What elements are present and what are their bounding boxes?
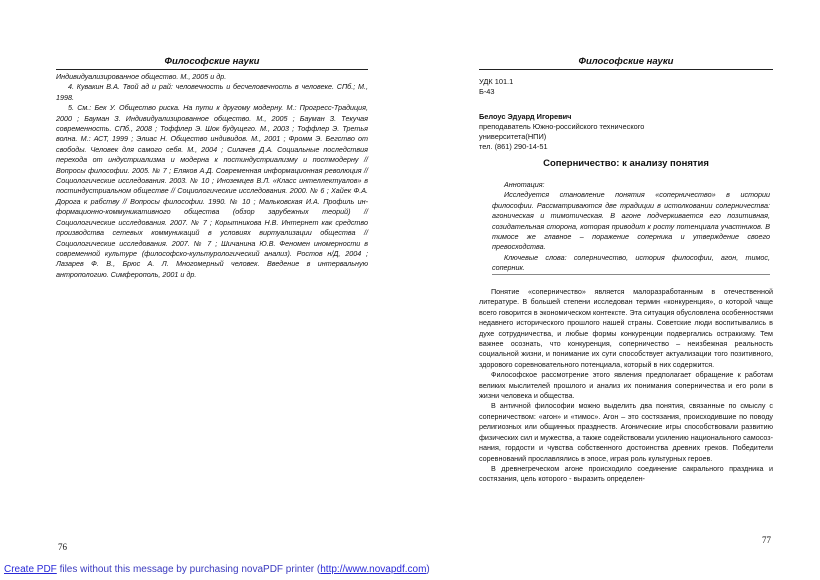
body-paragraph: В древнегреческом агоне происходило соединение сакрального праздника и состязания, цель которого - выразить определен- bbox=[479, 463, 773, 484]
pdf-footer-banner bbox=[4, 564, 430, 575]
abstract-text: Исследуется становление понятия «соперничество» в истории философии. Рассматриваются две традиции в истолковании соперничества: агоническая и тимотическая. В агоне подчеркивается его позитивная, созидательная сторона, которая приводит к росту потенциала участников. В тимосе же главное – поражение соперника и утверждение своего превосходства. bbox=[492, 190, 770, 252]
references-block bbox=[56, 72, 368, 280]
abstract-block bbox=[492, 180, 770, 274]
abstract-label: Аннотация: bbox=[504, 180, 545, 189]
body-paragraph: В античной философии можно выделить два понятия, связанные по смыслу с соперничеством: «агон» и «тимос». Агон – это состязания, происходившие по поводу религиозных или общинных празднеств. Агонические игры способствовали развитию физических сил и мужества, а также содействовали усилению национального самосознания, гордости и чувства собственного достоинства древних греков. Победители соревнований прославлялись в эпосе, играя роль культурных героев. bbox=[479, 401, 773, 463]
author-name: Белоус Эдуард Игоревич bbox=[479, 112, 572, 121]
right-header-rule bbox=[479, 69, 773, 70]
reference-line: 4. Кувакин В.А. Твой ад и рай: человечность и бесчеловечность в человеке. СПб.; М., 1998. bbox=[56, 82, 368, 102]
create-pdf-link[interactable]: Create PDF bbox=[4, 564, 57, 575]
udk-code: УДК 101.1 bbox=[479, 77, 514, 86]
left-page-header: Философские науки bbox=[164, 56, 260, 67]
left-header-rule bbox=[56, 69, 368, 70]
abstract-rule bbox=[492, 274, 770, 275]
body-paragraph: Понятие «соперничество» является малоразработанным в отечественной литературе. В большей степени исследован термин «конкуренция», о которой чаще всего говорится в экономическом контексте. Эта ситуация обусловлена особенностями недавнего исторического прошлого нашей страны. Советские люди воспитывались в духе сотрудничества, и любые формы конкуренции подвергались остракизму. Тем важнее осознать, что конкуренция, соперничество – неизбежная реальность социальной жизни, и понимание их сути способствует актуализации того позитивного, здорового соревновательного потенциала, который в них содержится. bbox=[479, 287, 773, 369]
bbk-code: Б-43 bbox=[479, 87, 495, 96]
footer-text: files without this message by purchasing novaPDF printer ( bbox=[56, 564, 321, 575]
right-page-number: 77 bbox=[762, 535, 771, 545]
author-position: преподаватель Южно-российского технического университета(НПИ) bbox=[479, 122, 645, 141]
body-paragraph: Философское рассмотрение этого явления предполагает обращение к работам великих мыслителей прошлого и анализ их понимания соперничества и его роли в жизни человека и общества. bbox=[479, 370, 773, 401]
author-info bbox=[479, 112, 699, 152]
left-page-number: 76 bbox=[58, 542, 67, 552]
article-body bbox=[479, 287, 773, 485]
reference-line: 5. См.: Бек У. Общество риска. На пути к другому модерну. М.: Прогресс-Традиция, 2000 ; Бауман З. Индивидуализированное общество. М., 2005 ; Бауман З. Текучая современность. СПб., 2008 ; Тоффлер Э. Шок будущего. М., 2003 ; Тоффлер Э. Третья волна. М.: АСТ, 1999 ; Элиас Н. Общество индивидов. М., 2001 ; Фромм Э. Бегство от свободы. Человек для самого себя. М., 2004 ; Силачев Д.А. Социальные последствия перехода от индустриализма и модерна к постиндустриализму и постмодерну // Вопросы философии. 2005. № 7 ; Еляков А.Д. Современная информационная революция // Социологические исследования. 2003. № 10 ; Иноземцев В.Л. «Класс интеллектуалов» в постиндустриальном обществе // Социологические исследования. 2000. № 6 ; Хайек Ф.А. Дорога к рабству // Вопросы философии. 1990. № 10 ; Мальковская И.А. Профиль информационно-коммуникативного общества (обзор зарубежных теорий) // Социологические исследования. 2007. № 7 ; Корытникова Н.В. Интернет как средство производства сетевых коммуникаций в условиях виртуализации общества // Социологические исследования. 2007. № 7 ; Шичанина Ю.В. Феномен иномерности в современной культуре (философско-культурологический анализ). Ростов н/Д, 2004 ; Лазарев Ф. В., Брюс А. Л. Многомерный человек. Введение в интервальную антропологию. Симферополь, 2001 и др. bbox=[56, 103, 368, 279]
article-title: Соперничество: к анализу понятия bbox=[543, 158, 709, 169]
classification-codes bbox=[479, 77, 773, 97]
author-phone: тел. (861) 290-14-51 bbox=[479, 142, 548, 151]
right-page-header: Философские науки bbox=[578, 56, 674, 67]
keywords: Ключевые слова: соперничество, история философии, агон, тимос, соперник. bbox=[492, 252, 770, 273]
novapdf-link[interactable]: http://www.novapdf.com bbox=[320, 564, 427, 575]
footer-text-end: ) bbox=[426, 564, 430, 575]
reference-line: Индивидуализированное общество. М., 2005 и др. bbox=[56, 72, 227, 81]
